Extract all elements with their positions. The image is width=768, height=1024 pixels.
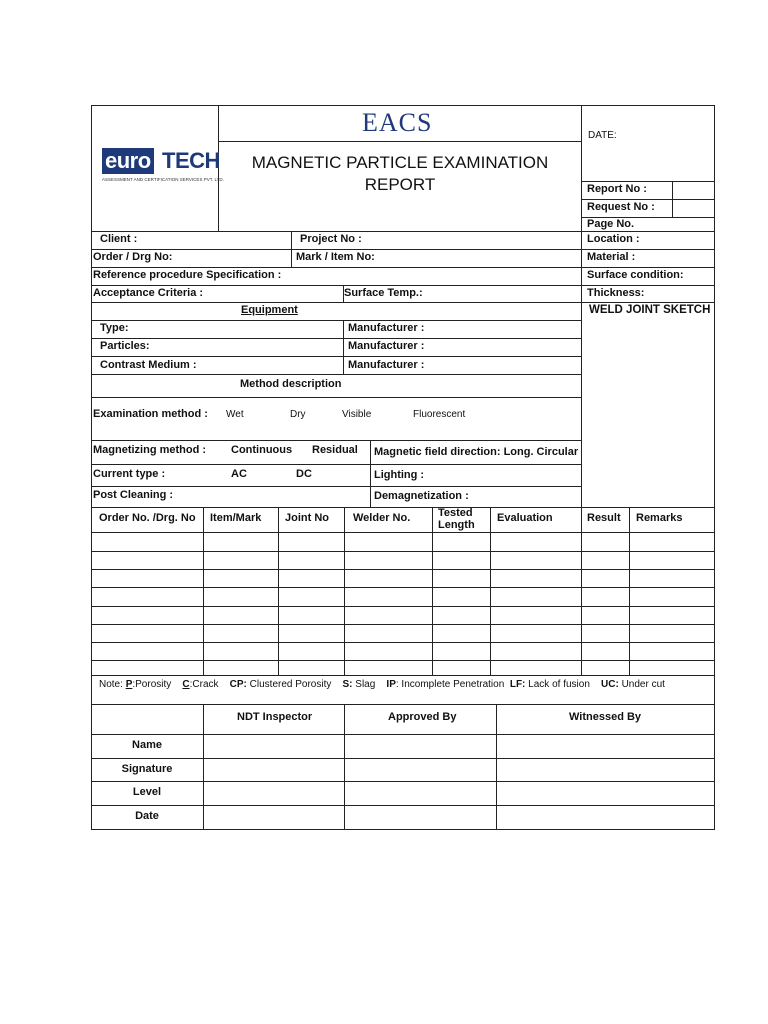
signoff-approved-by: Approved By (388, 711, 457, 723)
ac-option: AC (231, 468, 247, 480)
dry-option: Dry (290, 409, 306, 420)
note-code-ip: IP (386, 679, 396, 690)
acceptance-criteria-label: Acceptance Criteria : (93, 287, 204, 299)
client-label: Client : (100, 233, 138, 245)
logo-subtitle: ASSESSMENT AND CERTIFICATION SERVICES PVT. LTD. (102, 177, 224, 182)
mark-item-label: Mark / Item No: (296, 251, 375, 263)
post-cleaning-label: Post Cleaning : (93, 489, 174, 501)
particles-label: Particles: (100, 340, 150, 352)
signoff-row-signature: Signature (121, 763, 173, 775)
magnetizing-method-label: Magnetizing method : (93, 444, 207, 456)
note-text-ip: : Incomplete Penetration (395, 679, 505, 690)
company-logo (102, 148, 224, 188)
col-remarks: Remarks (636, 512, 683, 524)
fluorescent-option: Fluorescent (413, 409, 466, 420)
type-manufacturer-label: Manufacturer : (348, 322, 425, 334)
note-prefix: Note: (99, 679, 123, 690)
lighting-label: Lighting : (374, 469, 425, 481)
thickness-label: Thickness: (587, 287, 645, 299)
signoff-ndt-inspector: NDT Inspector (237, 711, 313, 723)
surface-condition-label: Surface condition: (587, 269, 684, 281)
signoff-row-name: Name (132, 739, 162, 751)
location-label: Location : (587, 233, 640, 245)
note-text-c: :Crack (189, 679, 219, 690)
report-no-label: Report No : (587, 183, 647, 195)
ref-procedure-label: Reference procedure Specification : (93, 269, 282, 281)
note-text-p: :Porosity (132, 679, 172, 690)
note-text-lf: Lack of fusion (528, 679, 590, 690)
order-drg-label: Order / Drg No: (93, 251, 173, 263)
col-tested-length: Tested Length (438, 507, 475, 531)
col-result: Result (587, 512, 621, 524)
note-code-s: S: (342, 679, 353, 690)
dc-option: DC (296, 468, 312, 480)
weld-joint-sketch-label: WELD JOINT SKETCH (589, 304, 711, 316)
particles-manufacturer-label: Manufacturer : (348, 340, 425, 352)
residual-option: Residual (312, 444, 358, 456)
demagnetization-label: Demagnetization : (374, 490, 469, 502)
surface-temp-label: Surface Temp.: (344, 287, 423, 299)
note-code-c: C (182, 679, 190, 690)
logo-euro-text: euro (102, 148, 154, 174)
signoff-row-date: Date (135, 810, 159, 822)
report-title-line1: MAGNETIC PARTICLE EXAMINATION (251, 153, 549, 172)
org-title: EACS (362, 108, 433, 137)
type-label: Type: (100, 322, 129, 334)
logo-tech-text: TECH (162, 148, 220, 173)
note-text-s: Slag (355, 679, 376, 690)
magnetic-field-direction-label: Magnetic field direction: Long. Circular (374, 446, 579, 458)
col-joint-no: Joint No (285, 512, 329, 524)
equipment-heading: Equipment (241, 304, 298, 316)
material-label: Material : (587, 251, 636, 263)
method-description-heading: Method description (240, 378, 342, 390)
note-text-cp: Clustered Porosity (249, 679, 332, 690)
project-no-label: Project No : (300, 233, 362, 245)
col-welder-no: Welder No. (353, 512, 411, 524)
current-type-label: Current type : (93, 468, 166, 480)
signoff-row-level: Level (132, 786, 162, 798)
note-code-lf: LF: (509, 679, 526, 690)
col-evaluation: Evaluation (497, 512, 553, 524)
signoff-witnessed-by: Witnessed By (569, 711, 642, 723)
contrast-medium-label: Contrast Medium : (100, 359, 197, 371)
request-no-label: Request No : (587, 201, 655, 213)
examination-method-label: Examination method : (93, 408, 208, 420)
col-item-mark: Item/Mark (210, 512, 262, 524)
report-title-line2: REPORT (364, 175, 436, 194)
note-code-uc: UC: (601, 679, 619, 690)
date-label: DATE: (588, 130, 617, 141)
note-code-cp: CP: (229, 679, 247, 690)
note-code-p: P (125, 679, 133, 690)
page-no-label: Page No. (587, 218, 635, 230)
col-order-drg-no: Order No. /Drg. No (99, 512, 196, 524)
contrast-manufacturer-label: Manufacturer : (348, 359, 425, 371)
note-text-uc: Under cut (621, 679, 665, 690)
continuous-option: Continuous (231, 444, 293, 456)
visible-option: Visible (342, 409, 372, 420)
wet-option: Wet (226, 409, 244, 420)
note-line (99, 678, 665, 691)
